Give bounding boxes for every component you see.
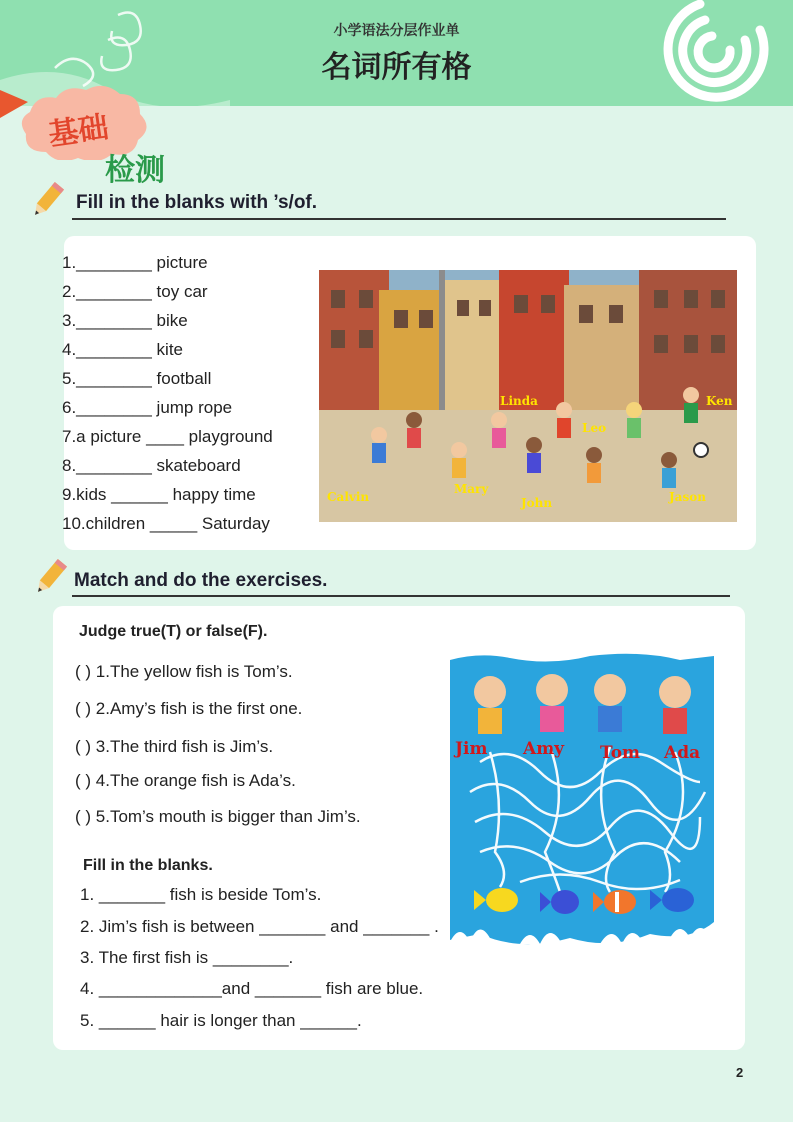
worksheet-subtitle: 小学语法分层作业单 xyxy=(333,23,460,39)
judge-item-2: ( ) 2.Amy’s fish is the first one. xyxy=(75,699,303,718)
blank-item-5: 5.________ football xyxy=(62,369,212,388)
blank-item-8: 8.________ skateboard xyxy=(62,456,241,475)
section2-title: Match and do the exercises. xyxy=(74,570,328,591)
blank-item-6: 6.________ jump rope xyxy=(62,398,233,417)
blank-item-4: 4.________ kite xyxy=(62,340,183,359)
picture-name-mary: Mary xyxy=(454,482,489,496)
blank-item-10: 10.children _____ Saturday xyxy=(62,514,270,533)
picture-name-leo: Leo xyxy=(582,421,607,435)
picture-name-ken: Ken xyxy=(706,394,733,408)
fill-item-4: 4. _____________and _______ fish are blue. xyxy=(80,979,424,998)
blank-item-1: 1.________ picture xyxy=(62,253,208,272)
blank-item-2: 2.________ toy car xyxy=(62,282,208,301)
pencil-icon xyxy=(30,557,72,599)
maze-picture xyxy=(450,652,714,952)
judge-item-3: ( ) 3.The third fish is Jim’s. xyxy=(75,737,274,756)
maze-name-jim: Jim xyxy=(455,739,488,759)
picture-name-linda: Linda xyxy=(500,394,538,408)
maze-name-tom: Tom xyxy=(600,743,641,763)
blank-item-9: 9.kids ______ happy time xyxy=(62,485,256,504)
picture-name-calvin: Calvin xyxy=(327,490,370,504)
maze-name-amy: Amy xyxy=(523,739,565,759)
section1-underline xyxy=(72,218,726,220)
judge-item-1: ( ) 1.The yellow fish is Tom’s. xyxy=(75,662,293,681)
badge-text-basic: 基础 xyxy=(46,109,111,153)
picture-name-jason: Jason xyxy=(669,490,706,504)
fill-title: Fill in the blanks. xyxy=(83,857,213,874)
fill-item-2: 2. Jim’s fish is between _______ and _______ . xyxy=(80,917,439,936)
fill-item-3: 3. The first fish is ________. xyxy=(80,948,294,967)
blank-item-3: 3.________ bike xyxy=(62,311,188,330)
worksheet-title: 名词所有格 xyxy=(321,50,472,85)
pencil-icon xyxy=(27,180,69,222)
fill-item-1: 1. _______ fish is beside Tom’s. xyxy=(80,885,322,904)
judge-item-5: ( ) 5.Tom’s mouth is bigger than Jim’s. xyxy=(75,807,361,826)
judge-item-4: ( ) 4.The orange fish is Ada’s. xyxy=(75,771,296,790)
maze-name-ada: Ada xyxy=(664,743,701,763)
judge-title: Judge true(T) or false(F). xyxy=(79,623,268,640)
blank-item-7: 7.a picture ____ playground xyxy=(62,427,273,446)
section2-underline xyxy=(72,595,730,597)
picture-name-john: John xyxy=(521,496,553,510)
playground-picture xyxy=(319,270,737,522)
page-number: 2 xyxy=(736,1065,744,1080)
badge-text-test: 检测 xyxy=(105,153,165,188)
section1-title: Fill in the blanks with ’s/of. xyxy=(76,192,318,213)
fill-item-5: 5. ______ hair is longer than ______. xyxy=(80,1011,362,1030)
